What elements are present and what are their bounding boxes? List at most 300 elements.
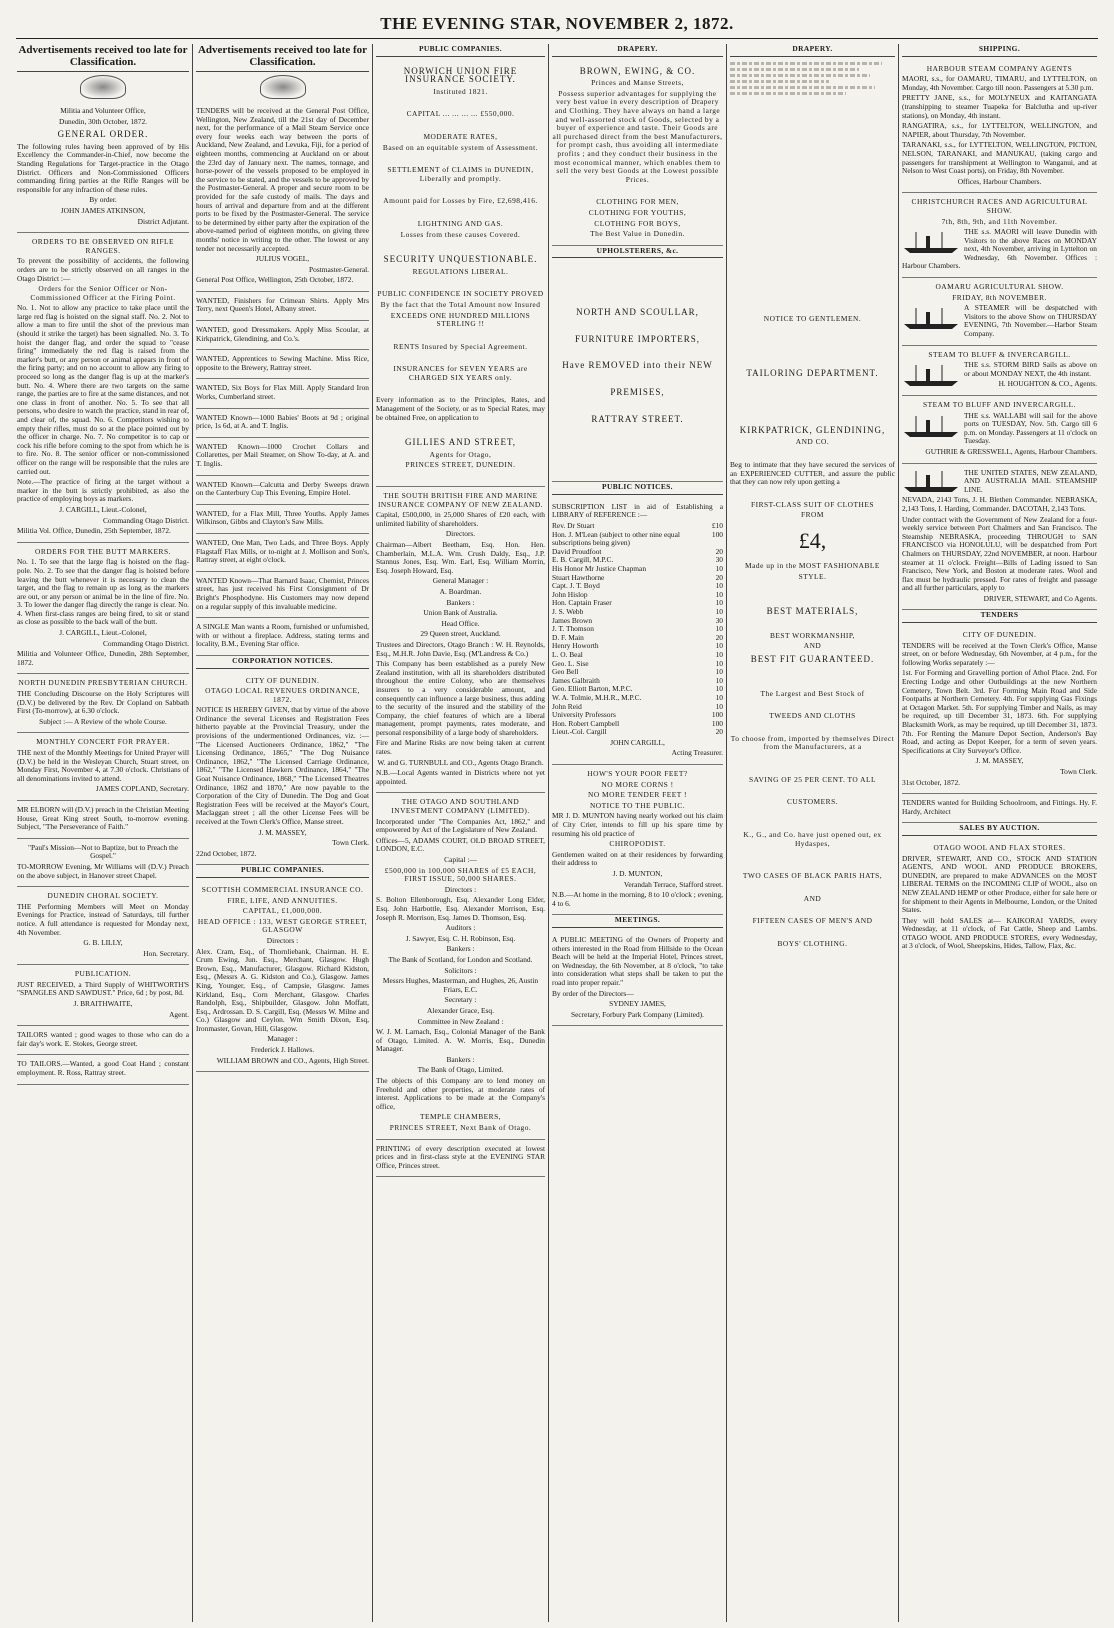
- subscription-amount: 10: [715, 649, 723, 659]
- ad-signature: GILLIES AND STREET,: [404, 437, 517, 448]
- ad-body: Capital, £500,000, in 25,000 Shares of £20 each, with unlimited liability of shareholders.: [376, 510, 545, 528]
- ad-title: OTAGO WOOL AND FLAX STORES.: [933, 842, 1066, 852]
- subscriber-name: Henry Howorth: [552, 641, 599, 651]
- ad-line: BEST MATERIALS,: [766, 606, 859, 617]
- ad-line: CUSTOMERS.: [786, 797, 839, 807]
- ad-body: Alex. Cram, Esq., of Thornliebank, Chairman. H. E. Crum Ewing, Jun. Esq., Merchant, Glasgow. Hugh Brown, Esq., Manufacturer, Glasgow. Richard Kidston, Esq., (Messrs A. G. Kidston and Co.), Glasgow. James King, Younger, Esq., of Campsie, Glasgow. James Kirkland, Esq., Corn Merchant, Glasgow. Charles Randolph, Esq., Shipbuilder, Glasgow. John Moffatt, Esq., Ardrossan. D. S. Cargill, Esq. (Messrs W. Milne and Co.) Glasgow and Ceylon. Wm Smith Dixon, Esq, Ironmaster, Govan, Hill, Glasgow.: [196, 946, 369, 1033]
- ad-body: Possess superior advantages for supplying the very best value in every description of Drapery and Clothing. They have always on hand a large and well-assorted stock of Goods, selected by a buyer of experience and taste. Their Goods are all purchased direct from the best Manufacturers, for prompt cash, thus avoiding all intermediate profits ; and they conduct their business in the most economical manner, which enables them to sell the very best Goods at the Lowest possible Prices.: [552, 88, 723, 184]
- subscriber-name: His Honor Mr Justice Chapman: [552, 564, 647, 573]
- storm-bird-ad: [902, 346, 1097, 396]
- tailors-wanted-ad: [17, 1026, 189, 1055]
- section-header: MEETINGS.: [552, 915, 723, 928]
- ad-subtitle: Directors :: [444, 884, 477, 894]
- ad-line: FRIDAY, 8th NOVEMBER.: [952, 292, 1047, 302]
- ad-subtitle: Directors.: [445, 529, 476, 539]
- ad-subtitle: Bankers :: [446, 597, 475, 607]
- ad-line: FIFTEEN CASES OF MEN'S AND: [752, 916, 873, 926]
- subscription-amount: 30: [715, 615, 723, 625]
- ad-body: WANTED, Finishers for Crimean Shirts. Apply Mrs Terry, next Queen's Hotel, Albany street.: [196, 295, 369, 314]
- subscription-amount: 10: [715, 701, 723, 711]
- brown-ewing-ad: [552, 60, 723, 246]
- column-3: [372, 44, 548, 1622]
- subscription-amount: 20: [715, 572, 723, 582]
- ad-body: Chairman—Albert Beetham, Esq. Hon. Hen. Chamberlain, M.L.A. Wm. Crush Daldy, Esq., J.P. Stannus Jones, Esq. Wm. Earl, Esq. William Morrin, Esq. Joseph Howard, Esq.: [376, 540, 545, 575]
- ad-line: Messrs Hughes, Masterman, and Hughes, 26, Austin Friars, E.C.: [382, 976, 539, 994]
- ad-line: 29 Queen street, Auckland.: [420, 629, 501, 639]
- ad-body: A STEAMER will be despatched with Visitors to the above Show on THURSDAY EVENING, 7th November.—Harbor Steam Company.: [964, 303, 1097, 339]
- subscriber-name: Stuart Hawthorne: [552, 572, 605, 582]
- ad-body: MR J. D. MUNTON having nearly worked out his claim of City Crier, intends to fill up his spare time by resuming his old practice of: [552, 811, 723, 838]
- subscription-amount: 10: [715, 589, 723, 599]
- ad-line: STYLE.: [798, 571, 827, 581]
- subscriber-name: Lieut.-Col. Cargill: [552, 727, 607, 737]
- ad-body: A PUBLIC MEETING of the Owners of Property and others interested in the Road from Hillside to the Ocean Beach will be held at the Imperial Hotel, Princes street, on Wednesday, the 6th November, at 8 o'clock, "to take into consideration what steps shall be taken to put the road into proper repair.": [552, 934, 723, 987]
- ad-signature: JOHN JAMES ATKINSON,: [60, 205, 146, 215]
- ad-title: THE SOUTH BRITISH FIRE AND MARINE INSURANCE COMPANY OF NEW ZEALAND.: [377, 491, 544, 509]
- subscriber-name: J. T. Thomson: [552, 624, 594, 634]
- ad-title: CHRISTCHURCH RACES AND AGRICULTURAL SHOW.: [911, 197, 1088, 215]
- ad-line: A. Boardman.: [439, 586, 482, 596]
- ad-signature: J. M. MASSEY,: [258, 827, 307, 837]
- ad-line: CLOTHING FOR MEN,: [596, 197, 679, 207]
- subscription-list: [552, 522, 723, 737]
- ad-line: 7th, 8th, 9th, and 11th November.: [941, 216, 1058, 226]
- wanted-ad: [196, 379, 369, 408]
- city-tenders-ad: [902, 626, 1097, 794]
- ad-signature: J. M. MASSEY,: [975, 756, 1024, 766]
- ad-line: Militia and Volunteer Office, Dunedin, 28th September, 1872.: [17, 649, 189, 667]
- ad-title: OAMARU AGRICULTURAL SHOW.: [935, 282, 1064, 292]
- ad-line: PRINCES STREET, Next Bank of Otago.: [389, 1123, 532, 1133]
- ad-line: NOTICE TO THE PUBLIC.: [589, 800, 686, 810]
- printing-ad: [376, 1140, 545, 1178]
- ad-body: Under contract with the Government of New Zealand for a four-weekly service between Port Chalmers and San Francisco. The Steamship NEBRASKA, proceeding THROUGH to SAN FRANCISCO via HONOLULU, will be despatched from Port Chalmers on THURSDAY, 22nd NOVEMBER, at noon. Harbour steamer at 11 o'clock. Freight—Bills of Lading issued to San Francisco, New York, and Boston at moderate rates. Wool and flax must be hydraulic pressed. For rates of freight and passage and all further particulars, apply to: [902, 514, 1097, 593]
- subscriber-name: James Brown: [552, 615, 593, 625]
- column-4: [548, 44, 726, 1622]
- ad-title: CITY OF DUNEDIN.: [962, 630, 1037, 640]
- ad-body: MR ELBORN will (D.V.) preach in the Christian Meeting House, Great King street South, to-morrow evening. Subject, "The Perseverance of Faith.": [17, 804, 189, 832]
- ad-line: NO MORE CORNS !: [601, 779, 674, 789]
- south-british-ad: [376, 487, 545, 793]
- section-header: PUBLIC COMPANIES.: [376, 44, 545, 57]
- ad-line: J. Sawyer, Esq. C. H. Robinson, Esq.: [405, 933, 516, 943]
- rifle-ranges-ad: [17, 233, 189, 543]
- wanted-ad: [196, 505, 369, 534]
- ad-body: No. 1. Not to allow any practice to take place until the large red flag is hoisted on the signal staff. No. 2. Not to allow a man to fire until the shot of the previous man (should it strike the target) has been signalled. No. 3. To hoist the danger flag, and order the squad to "cease firing" immediately the red flag is raised from the marker's butt, or any person or animal appears in front of the firing party; and on no account to allow any firing to proceed so long as the danger flag is up at the marker's butt. No. 4. Where there are two targets on the same range, the parties are to fire at the same distances, and not one class in front of another. No. 5. To see that all persons, who desire to watch the practice, stand in rear of, and clear of, the squad. No. 6. Competitors wishing to empty their rifles, must do so at the place pointed out by the officer in charge. No. 7. No competitor is to cap or cock his rifle before coming to the spot from which he is to fire. No. 8. The senior officer or non-commissioned officer on the range will be responsible that the rules are carried out.: [17, 303, 189, 476]
- ad-line: To choose from, imported by themselves Direct from the Manufacturers, at a: [730, 733, 895, 752]
- ad-line: Based on an equitable system of Assessment.: [382, 142, 539, 152]
- ad-body: JUST RECEIVED, a Third Supply of WHITWORTH'S "SPANGLES AND SAWDUST." Price, 6d ; by post, 8d.: [17, 979, 189, 998]
- ad-body: THE s.s. MAORI will leave Dunedin with Visitors to the above Races on MONDAY next, 4th November, arriving in Lyttelton on Wednesday, 6th November. Offices : Harbour Chambers.: [902, 227, 1097, 271]
- ad-signature: SYDNEY JAMES,: [609, 999, 666, 1009]
- ad-title: KIRKPATRICK, GLENDINING,: [739, 424, 886, 435]
- masthead-rule: [16, 38, 1098, 39]
- ad-signature: Secretary, Forbury Park Company (Limited).: [571, 1009, 704, 1019]
- ad-body: WANTED, One Man, Two Lads, and Three Boys. Apply Flagstaff Flax Mills, or to-night at J. Mollison and Son's, Rattray street, at eight o'clock.: [196, 537, 369, 565]
- ad-body: WANTED Known—1000 Babies' Boots at 9d ; original price, 1s 6d, at A. and T. Inglis.: [196, 412, 369, 431]
- wool-stores-ad: [902, 839, 1097, 957]
- ad-body: WANTED Known—Calcutta and Derby Sweeps drawn on the Canterbury Cup This Evening, Empire Hotel.: [196, 479, 369, 498]
- ad-body: DRIVER, STEWART, AND CO., STOCK AND STATION AGENTS, AND WOOL AND PRODUCE BROKERS, DUNEDIN, are prepared to make ADVANCES on the MOST LIBERAL TERMS on the INCOMING CLIP of WOOL, also on NEW ZEALAND HEMP or other Produce, either for sale here or for shipment to their Agents in Melbourne, London, or the United States.: [902, 853, 1097, 915]
- ad-body: This Company has been established as a purely New Zealand institution, with all its shareholders distributed throughout the entire Colony, who are themselves insurers to a very considerable amount, and consequently can influence a large business, thus adding to the security of the insured and the stability of the Company, the chief features of which are a liberal management, prompt payments, rates moderate, and personal responsibility of a large body of shareholders.: [376, 659, 545, 737]
- ad-body: THE Concluding Discourse on the Holy Scriptures will (D.V.) be delivered by the Rev. Dr Copland on Sabbath First (To-morrow), at 6.30 o'clock.: [17, 689, 189, 716]
- ad-line: Frederick J. Hallows.: [250, 1045, 315, 1055]
- ad-body: WANTED, Six Boys for Flax Mill. Apply Standard Iron Works, Cumberland street.: [196, 383, 369, 402]
- ad-signature: Postmaster-General.: [309, 264, 369, 274]
- ad-line: Militia and Volunteer Office,: [60, 106, 146, 115]
- ad-body: Fire and Marine Risks are now being taken at current rates.: [376, 738, 545, 757]
- ad-signature: J. CARGILL, Lieut.-Colonel,: [59, 628, 147, 638]
- section-header: CORPORATION NOTICES.: [196, 656, 369, 669]
- subscriber-name: John Hislop: [552, 589, 588, 599]
- christchurch-races-ad: [902, 193, 1097, 278]
- column-2: [192, 44, 372, 1622]
- ad-line: BOYS' CLOTHING.: [777, 939, 848, 949]
- subscriber-name: L. O. Beal: [552, 649, 583, 659]
- ad-title: GENERAL ORDER.: [57, 129, 149, 140]
- ad-body: No. 1. To see that the large flag is hoisted on the flag-pole. No. 2. To see that the danger flag is hoisted before leaving the butt whenever it is necessary to clean the target, and the flag to remain up as long as the markers are out, or any person or animal be in the line of fire. No. 3. To lower the danger flag directly the range is clear. No. 4. When first-class ranges are being fired, to sit or stand as close as possible to the back wall of the butt.: [17, 557, 189, 627]
- ad-subtitle: Directors :: [266, 935, 299, 945]
- ad-subtitle: Orders for the Senior Officer or Non-Commissioned Officer at the Firing Point.: [30, 284, 176, 302]
- ad-line: 22nd October, 1872.: [196, 848, 257, 858]
- ad-line: MODERATE RATES,: [423, 131, 498, 141]
- ad-body: NEVADA, 2143 Tons, J. H. Blethen Commander. NEBRASKA, 2,143 Tons, I. Harding, Commander. DACOTAH, 2,143 Tons.: [902, 495, 1097, 513]
- ad-line: By order of the Directors—: [552, 988, 634, 998]
- ad-line: BEST WORKMANSHIP,: [769, 630, 856, 640]
- wanted-ad: [196, 350, 369, 379]
- ad-note: N.B.—At home in the morning, 8 to 10 o'clock ; evening, 4 to 6.: [552, 890, 723, 908]
- revenues-ordinance-ad: [196, 672, 369, 866]
- subscription-amount: 10: [715, 675, 723, 685]
- ad-title: THE OTAGO AND SOUTHLAND INVESTMENT COMPANY (LIMITED).: [391, 797, 530, 816]
- column-header: Advertisements received too late for Classification.: [196, 44, 369, 72]
- wanted-ad: [196, 321, 369, 350]
- ad-body: TENDERS will be received at the General Post Office, Wellington, New Zealand, till the 21st day of December next, for the performance of a Mail Steam Service once every four weeks each way between the ports of Auckland, New Zealand, and Levuka, Fiji, for a period of eighteen months, commencing at Auckland on or about the 23rd day of January next. The names, tonnage, and horse-power of the vessels proposed to be employed in the service to be stated, and the vessels to be approved by the Postmaster-General. A proper and secure room to be provided for the safe custody of mails. The days and hours of arrival and departure from and at the different ports to be fixed by the Postmaster-General. The service to be determined by either party after the expiration of the above-named period of eighteen months, on giving three months' notice in writing to the other. The lowest or any tender not necessarily accepted.: [196, 106, 369, 253]
- ad-body: To prevent the possibility of accidents, the following orders are to be strictly observed on all ranges in the Otago District :—: [17, 256, 189, 283]
- subscriber-name: Hon. J. M'Lean (subject to other nine equal subscriptions being given): [552, 529, 680, 548]
- ad-title: HOW'S YOUR POOR FEET?: [587, 769, 688, 779]
- ad-line: Instituted 1821.: [433, 86, 488, 96]
- subscriber-name: James Galbraith: [552, 675, 600, 685]
- ad-line: General Post Office, Wellington, 25th October, 1872.: [196, 275, 354, 285]
- ad-line: Offices—5, ADAMS COURT, OLD BROAD STREET, LONDON, E.C.: [376, 835, 545, 854]
- subscription-amount: 20: [715, 727, 723, 737]
- subscription-amount: 10: [715, 692, 723, 702]
- ad-line: BEST FIT GUARANTEED.: [750, 653, 875, 664]
- ad-line: The Largest and Best Stock of: [760, 688, 865, 698]
- ad-line: The Bank of Otago, Limited.: [417, 1065, 504, 1075]
- ad-title: NOTICE TO GENTLEMEN.: [763, 313, 862, 323]
- ad-line: REGULATIONS LIBERAL.: [412, 266, 509, 276]
- subscriber-name: Hon. Robert Campbell: [552, 718, 620, 728]
- subscriber-name: D. F. Main: [552, 632, 584, 642]
- ad-body: TO-MORROW Evening, Mr Williams will (D.V.) Preach on the above subject, in Hanover street Chapel.: [17, 861, 189, 880]
- ad-body: WANTED, Apprentices to Sewing Machine. Miss Rice, opposite to the Brewery, Rattray street.: [196, 354, 369, 372]
- ad-body: THE Performing Members will Meet on Monday Evenings for Practice, instead of Saturdays, till further notice. A full attendance is requested for Monday next, 4th November.: [17, 901, 189, 937]
- ad-title: ORDERS FOR THE BUTT MARKERS.: [35, 546, 171, 556]
- mail-steamship-ad: [902, 464, 1097, 611]
- presbyterian-ad: [17, 674, 189, 733]
- ad-body: NOTICE IS HEREBY GIVEN, that by virtue of the above Ordinance the several Licenses and Registration Fees hitherto payable at the Provincial Treasury, under the provisions of the undermentioned Ordinances, viz. :— "The Licensed Auctioneers Ordinance, 1862," "The Licensing Ordinance, 1865," "The Dog Nuisance Ordinance, 1862," "The Licensed Carriage Ordinance, 1862," "The Licensed Hawkers Ordinance, 1864," "The Goat Nuisance Ordinance, 1868," "The Licensed Theatres Ordinance, 1862 and 1870," Are now payable to the Corporation of the City of Dunedin. The Dog and Goat Registration Fees will be received at the Mayor's Court, Maclaggan street ; all the other License Fees will be received at the Town Clerk's Office, Manse street.: [196, 705, 369, 826]
- ad-body: THE next of the Monthly Meetings for United Prayer will (D.V.) be held in the Wesleyan Church, Stuart street, on Monday First, November 4, at 7.30 o'clock. Christians of all denominations invited to attend.: [17, 748, 189, 783]
- subscription-amount: 20: [715, 632, 723, 642]
- ad-signature: JAMES COPLAND, Secretary.: [95, 784, 189, 794]
- ad-title: SUBSCRIPTION LIST in aid of Establishing a LIBRARY of REFERENCE :—: [552, 501, 723, 520]
- ad-body: S. Bolton Ellenborough, Esq. Alexander Long Elder, Esq. John Harbottle, Esq. Alexander Morrison, Esq. Joseph R. Morrison, Esq. James D. Thomson, Esq.: [376, 895, 545, 922]
- ad-subtitle: Head Office.: [441, 618, 480, 628]
- ad-body: Gentlemen waited on at their residences by forwarding their address to: [552, 849, 723, 868]
- ad-title: THE UNITED STATES, NEW ZEALAND, AND AUSTRALIA MAIL STEAMSHIP LINE.: [964, 467, 1097, 494]
- subscriber-name: Geo Bell: [552, 667, 579, 677]
- ad-signature: JULIUS VOGEL,: [255, 254, 310, 264]
- ad-signature: J. D. MUNTON,: [612, 869, 663, 878]
- section-header: PUBLIC COMPANIES.: [196, 865, 369, 878]
- subscription-row: [552, 728, 723, 737]
- ad-body: Incorporated under "The Companies Act, 1862," and empowered by Act of the Legislature of New Zealand.: [376, 816, 545, 835]
- subscriber-name: David Proudfoot: [552, 546, 602, 556]
- ad-line: CHIROPODIST.: [609, 839, 666, 849]
- general-order-ad: [17, 102, 189, 233]
- column-5: [726, 44, 898, 1622]
- ad-signature: Commanding Otago District.: [102, 515, 189, 525]
- subscriber-name: Hon. Captain Fraser: [552, 598, 612, 608]
- subscriber-name: Geo. Elliott Barton, M.P.C.: [552, 684, 633, 694]
- ad-subtitle: Manager :: [267, 1034, 298, 1044]
- ad-body: WANTED, good Dressmakers. Apply Miss Scoular, at Kirkpatrick, Glendining, and Co.'s.: [196, 325, 369, 343]
- section-header: DRAPERY.: [730, 44, 895, 57]
- wallabi-ad: [902, 396, 1097, 464]
- ad-body: Every information as to the Principles, Rates, and Management of the Society, or as to Special Rates, may be obtained Free, on application to: [376, 395, 545, 422]
- section-header: TENDERS: [902, 610, 1097, 623]
- ad-line: CAPITAL ... ... ... ... £550,000.: [406, 109, 515, 119]
- ad-body: The objects of this Company are to lend money on Freehold and other properties, at moderate rates of interest. Applications to be made at the Company's office,: [376, 1076, 545, 1111]
- subscription-amount: 10: [715, 581, 723, 591]
- ad-body: TARANAKI, s.s., for LYTTELTON, WELLINGTON, PICTON, NELSON, TARANAKI, and MANUKAU, (taking cargo and passengers for transhipment at Wellington to Wanganui, and at Nelson to West Coast ports), on Friday, 8th November.: [902, 140, 1097, 176]
- ad-subtitle: Solicitors :: [444, 965, 477, 975]
- subscription-amount: 100: [711, 710, 723, 720]
- ad-line: Princes and Manse Streets,: [591, 78, 684, 88]
- ad-subtitle: Secretary :: [444, 995, 477, 1005]
- ad-line: Losses from these causes Covered.: [400, 229, 521, 239]
- ad-signature: JOHN CARGILL,: [610, 737, 665, 747]
- ad-title: NORTH DUNEDIN PRESBYTERIAN CHURCH.: [18, 678, 188, 688]
- ad-signature: J. CARGILL, Lieut.-Colonel,: [59, 504, 147, 514]
- schoolroom-tender-ad: [902, 794, 1097, 823]
- butt-markers-ad: [17, 543, 189, 675]
- ad-signature: DRIVER, STEWART, and Co Agents.: [983, 593, 1097, 603]
- steamship-icon: [902, 230, 960, 254]
- ad-body: PRETTY JANE, s.s., for MOLYNEUX and KAITANGATA (transhipping to steamer Tuapeka for Balclutha and up-river stations), on Monday, 4th instant.: [902, 93, 1097, 120]
- ad-signature: WILLIAM BROWN and CO., Agents, High Street.: [216, 1055, 369, 1065]
- column-6: [898, 44, 1100, 1622]
- publication-ad: [17, 965, 189, 1026]
- subscription-row: [552, 531, 723, 548]
- ad-signature: J. BRAITHWAITE,: [73, 999, 133, 1009]
- ad-signature: Town Clerk.: [332, 838, 369, 848]
- ad-subtitle: Capital :—: [444, 855, 477, 864]
- ad-title: OTAGO LOCAL REVENUES ORDINANCE, 1872.: [205, 686, 360, 704]
- ad-line: SAVING OF 25 PER CENT. TO ALL: [748, 774, 877, 784]
- ad-line: PRINCES STREET, DUNEDIN.: [405, 460, 516, 470]
- prayer-concert-ad: [17, 733, 189, 801]
- ad-line: Dunedin, 30th October, 1872.: [59, 116, 147, 126]
- ad-line: PREMISES,: [610, 387, 665, 398]
- public-meeting-ad: [552, 931, 723, 1026]
- ad-body: They will hold SALES at— KAIKORAI YARDS, every Wednesday, at 11 o'clock, of Fat Cattle, Sheep and Lambs. OTAGO WOOL AND PRODUCE STORES, every Wednesday, at 3 o'clock, of Wool, Sheepskins, Hides, Tallow, Flax, &c.: [902, 915, 1097, 951]
- ad-subtitle: Bankers :: [446, 1054, 475, 1064]
- oamaru-show-ad: [902, 278, 1097, 346]
- ad-line: By order.: [89, 195, 117, 205]
- subscriber-name: John Reid: [552, 701, 582, 711]
- ad-line: The Bank of Scotland, for London and Scotland.: [388, 954, 533, 964]
- ad-signature: W. and G. TURNBULL and CO., Agents Otago Branch.: [377, 757, 544, 767]
- ad-line: FROM: [801, 510, 824, 520]
- subscription-amount: 10: [715, 624, 723, 634]
- ad-title: ORDERS TO BE OBSERVED ON RIFLE RANGES.: [31, 237, 175, 255]
- ad-body: The following rules having been approved of by His Excellency the Commander-in-Chief, now become the Standing Regulations for Target-practice in the Otago District. Officers and Non-Commissioned Officers commanding firing parties at the Rifle Ranges will be responsible for any infraction of these rules.: [17, 141, 189, 194]
- ad-line: Militia Vol. Office, Dunedin, 25th September, 1872.: [17, 526, 171, 536]
- ad-signature: Commanding Otago District.: [102, 638, 189, 648]
- ad-signature: Verandah Terrace, Stafford street.: [623, 879, 723, 889]
- ad-subtitle: FURNITURE IMPORTERS,: [575, 333, 700, 344]
- section-header: SHIPPING.: [902, 44, 1097, 57]
- subscription-amount: 30: [715, 555, 723, 565]
- ad-body: TAILORS wanted ; good wages to those who can do a fair day's work. E. Stokes, George street.: [17, 1030, 189, 1048]
- subscriber-name: E. B. Cargill, M.P.C.: [552, 555, 614, 565]
- section-header: DRAPERY.: [552, 44, 723, 57]
- wanted-ad: [196, 572, 369, 618]
- ad-line: SETTLEMENT of CLAIMS in DUNEDIN, Liberally and promptly.: [387, 165, 534, 183]
- scottish-insurance-ad: [196, 881, 369, 1072]
- ad-body: 1st. For Forming and Gravelling portion of Athol Place. 2nd. For Erecting Lodge and other Outbuildings at the new Northern Cemetery, Town Belt. 3rd. For Forming Main Road and Side Footpaths at Northern Cemetery. 4th. For supplying Gas Fixings at Octagon Market. 5th. For supplying Timber and Nails, as may be required, up till December 31, 1873. 6th. For supplying Blacksmith Work, as may be required, up till December 31, 1873. 7th. For Renting the Manure Depot Section, Anderson's Bay Road, and acting as Depot Keeper, for a term of seven years. Specifications at City Surveyor's Office.: [902, 668, 1097, 755]
- ad-subtitle: Auditors :: [445, 923, 476, 933]
- ad-signature: Hon. Secretary.: [143, 948, 189, 958]
- ad-title: HARBOUR STEAM COMPANY AGENTS: [926, 63, 1073, 73]
- ad-body: RANGATIRA, s.s., for LYTTELTON, WELLINGTON, and NAPIER, about Thursday, 7th November.: [902, 121, 1097, 139]
- ad-line: EXCEEDS ONE HUNDRED MILLIONS STERLING !!: [390, 310, 531, 329]
- subscriber-name: Capt. J. T. Boyd: [552, 581, 600, 591]
- ad-line: CAPITAL, £1,000,000.: [242, 906, 323, 916]
- ad-line: Offices, Harbour Chambers.: [957, 176, 1042, 186]
- ad-note: N.B.—Local Agents wanted in Districts where not yet appointed.: [376, 768, 545, 786]
- subscription-amount: 10: [715, 606, 723, 616]
- ad-line: RATTRAY STREET.: [591, 413, 684, 424]
- ad-line: CLOTHING FOR BOYS,: [594, 218, 681, 228]
- ad-title: DUNEDIN CHORAL SOCIETY.: [47, 891, 159, 901]
- ad-title: MONTHLY CONCERT FOR PRAYER.: [36, 737, 170, 747]
- to-tailors-ad: [17, 1055, 189, 1084]
- ad-line: Union Bank of Australia.: [423, 608, 498, 618]
- ad-line: 31st October, 1872.: [902, 777, 960, 787]
- subscriber-name: Geo. L. Sise: [552, 658, 589, 668]
- subscriber-name: Rev. Dr Stuart: [552, 521, 595, 531]
- section-header: SALES BY AUCTION.: [902, 823, 1097, 836]
- ad-line: Amount paid for Losses by Fire, £2,698,416.: [383, 196, 538, 206]
- ad-line: Agents for Otago,: [429, 449, 492, 459]
- ad-body: WANTED, for a Flax Mill, Three Youths. Apply James Wilkinson, Gibbs and Clayton's Saw Mills.: [196, 508, 369, 527]
- ad-title: NORWICH UNION FIRE INSURANCE SOCIETY.: [403, 65, 518, 85]
- wanted-ad: [196, 476, 369, 505]
- ad-title: TAILORING DEPARTMENT.: [746, 368, 879, 379]
- ad-body: WANTED Known—1000 Crochet Collars and Collarettes, per Mail Steamer, on Show To-day, at A. and T. Inglis.: [196, 441, 369, 468]
- ad-body: Have REMOVED into their NEW: [562, 360, 713, 371]
- room-wanted-ad: [196, 618, 369, 656]
- wanted-ad: [196, 292, 369, 321]
- ad-line: PUBLIC CONFIDENCE IN SOCIETY PROVED: [377, 289, 544, 299]
- ad-signature: District Adjutant.: [137, 216, 189, 226]
- ad-line: HEAD OFFICE : 133, WEST GEORGE STREET, GLASGOW: [197, 916, 368, 935]
- ad-title: SCOTTISH COMMERCIAL INSURANCE CO.: [201, 884, 364, 894]
- subscriber-name: J. S. Webb: [552, 606, 584, 616]
- ad-body: TO TAILORS.—Wanted, a good Coat Hand ; constant employment. R. Ross, Rattray street.: [17, 1059, 189, 1078]
- ad-subtitle: FIRE, LIFE, AND ANNUITIES.: [227, 895, 338, 905]
- ad-signature: Acting Treasurer.: [671, 748, 723, 758]
- steamship-icon: [902, 306, 960, 330]
- steamship-icon: [902, 469, 960, 493]
- ad-line: Alexander Grace, Esq.: [427, 1005, 494, 1015]
- ad-line: INSURANCES for SEVEN YEARS are CHARGED SIX YEARS only.: [393, 364, 528, 382]
- norwich-union-ad: [376, 60, 545, 487]
- subscription-amount: 10: [715, 667, 723, 677]
- ad-line: K., G., and Co. have just opened out, ex Hydaspes,: [743, 830, 882, 848]
- ad-title: NORTH AND SCOULLAR,: [576, 307, 699, 318]
- ad-line: NO MORE TENDER FEET !: [588, 790, 687, 800]
- ad-signature: G. B. LILLY,: [83, 938, 123, 948]
- ad-line: TEMPLE CHAMBERS,: [419, 1112, 502, 1122]
- ad-body: TENDERS wanted for Building Schoolroom, and Fittings. Hy. F. Hardy, Architect: [902, 798, 1097, 816]
- ad-line: TWO CASES OF BLACK PARIS HATS,: [742, 871, 883, 881]
- ad-body: THE s.s. STORM BIRD Sails as above on or about MONDAY NEXT, the 4th instant.: [964, 360, 1097, 378]
- pauls-mission-ad: [17, 839, 189, 887]
- ad-note: Note.—The practice of firing at the target without a marker in the butt is strictly prohibited, as also the practice of employing boys as markers.: [17, 477, 189, 504]
- ad-body: PRINTING of every description executed at lowest prices and in first-class style at the EVENING STAR Office, Princes street.: [376, 1143, 545, 1170]
- royal-crest-icon: [80, 75, 126, 99]
- ad-subtitle: Bankers :: [446, 944, 475, 954]
- subscription-amount: 10: [715, 564, 723, 573]
- ad-body: Beg to intimate that they have secured the services of an EXPERIENCED CUTTER, and assure the public that they can now rely upon getting a: [730, 459, 895, 487]
- ad-line: LIGHTNING AND GAS.: [417, 218, 504, 228]
- subscription-amount: 10: [715, 598, 723, 608]
- north-scoullar-ad: [552, 261, 723, 482]
- ad-line: RENTS Insured by Special Agreement.: [393, 341, 528, 351]
- choral-society-ad: [17, 887, 189, 965]
- ad-line: CLOTHING FOR YOUTHS,: [588, 207, 687, 217]
- section-header: PUBLIC NOTICES.: [552, 482, 723, 495]
- wanted-ad: [196, 409, 369, 438]
- ad-line: AND: [803, 641, 822, 651]
- ad-subtitle: General Manager :: [432, 576, 489, 586]
- ad-title: STEAM TO BLUFF AND INVERCARGILL.: [922, 400, 1077, 409]
- ad-body: WANTED Known—That Barnard Isaac, Chemist, Princes street, has just received his First Consignment of Dr Bright's Phosphodyne. His Customers may now depend on a regular supply of this invaluable medicine.: [196, 575, 369, 611]
- column-1: [14, 44, 192, 1622]
- ad-title: STEAM TO BLUFF & INVERCARGILL.: [928, 349, 1071, 359]
- section-header: UPHOLSTERERS, &c.: [552, 246, 723, 259]
- ad-signature: Town Clerk.: [1060, 766, 1097, 776]
- subscriber-name: University Professors: [552, 710, 616, 720]
- ad-line: £500,000 in 100,000 SHARES of £5 EACH, FIRST ISSUE, 50,000 SHARES.: [384, 865, 537, 884]
- ad-line: The Best Value in Dunedin.: [590, 229, 685, 239]
- subscriber-name: W. A. Tolmie, M.H.R., M.P.C.: [552, 692, 642, 702]
- ad-title: CITY OF DUNEDIN.: [245, 675, 320, 685]
- ad-signature: GUTHRIE & GRESSWELL, Agents, Harbour Chambers.: [925, 446, 1097, 456]
- wanted-ad: [196, 534, 369, 572]
- subscription-amount: £10: [711, 521, 723, 531]
- ad-subtitle: Committee in New Zealand :: [417, 1016, 504, 1026]
- ad-signature: Agent.: [169, 1009, 189, 1019]
- otago-southland-ad: [376, 793, 545, 1139]
- harbour-steam-ad: [902, 60, 1097, 194]
- ad-body: W. J. M. Larnach, Esq., Colonial Manager of the Bank of Otago, Limited. A. W. Morris, Esq., Dunedin Manager.: [376, 1027, 545, 1054]
